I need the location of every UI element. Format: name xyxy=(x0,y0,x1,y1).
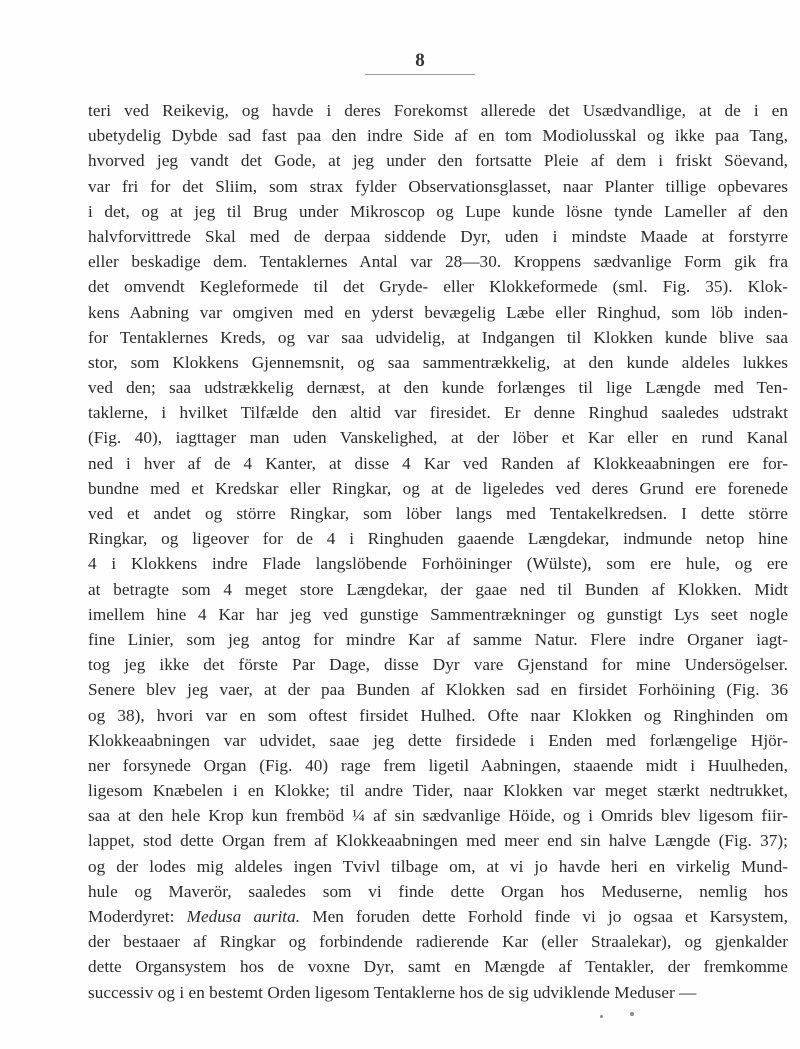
text-line: Klokkeaabningen var udvidet, saae jeg dette firsidede i Enden med forlængelige Hjör- xyxy=(88,730,788,750)
text-line: successiv og i en bestemt Orden ligesom Tentaklerne hos de sig udviklende Meduser — xyxy=(88,982,697,1002)
text-line: ner forsynede Organ (Fig. 40) rage frem ligetil Aabningen, staaende midt i Huulheden, xyxy=(88,755,788,775)
species-name: Medusa aurita. xyxy=(186,907,301,926)
text-line: 4 i Klokkens indre Flade langslöbende Forhöininger (Wülste), som ere hule, og ere xyxy=(88,554,788,574)
text-line: imellem hine 4 Kar har jeg ved gunstige Sammentrækninger og gunstigt Lys seet nogle xyxy=(88,604,788,624)
text-line: for Tentaklernes Kreds, og var saa udvidelig, at Indgangen til Klokken kunde blive saa xyxy=(88,327,788,347)
text-line: halvforvittrede Skal med de derpaa siddende Dyr, uden i mindste Maade at forstyrre xyxy=(88,226,788,246)
text-line: taklerne, i hvilket Tilfælde den altid var firesidet. Er denne Ringhud saaledes udstrakt xyxy=(88,403,788,423)
text-line: Moderdyret: Medusa aurita. Men foruden dette Forhold finde vi jo ogsaa et Karsystem, xyxy=(88,907,788,926)
header-rule xyxy=(365,74,475,75)
text-line: lappet, stod dette Organ frem af Klokkeaabningen med meer end sin halve Længde (Fig. 37); xyxy=(88,831,788,851)
text-line: ved et andet og större Ringkar, som löber langs med Tentakelkredsen. I dette större xyxy=(88,504,788,523)
text-line: hule og Maverör, saaledes som vi finde dette Organ hos Meduserne, nemlig hos xyxy=(88,881,788,901)
text-line: tog jeg ikke det förste Par Dage, disse Dyr vare Gjenstand for mine Undersögelser. xyxy=(88,655,788,675)
text-line: dette Organsystem hos de voxne Dyr, samt en Mængde af Tentakler, der fremkomme xyxy=(88,957,788,977)
text-line: i det, og at jeg til Brug under Mikroscop og Lupe kunde lösne tynde Lameller af den xyxy=(88,201,788,221)
text-line: var fri for det Sliim, som strax fylder Observationsglasset, naar Planter tillige opbevares xyxy=(88,176,788,196)
text-line: saa at den hele Krop kun fremböd ¼ af sin sædvanlige Höide, og i Omrids blev ligesom fiir- xyxy=(88,806,788,826)
text-line: stor, som Klokkens Gjennemsnit, og saa sammentrækkelig, at den kunde aldeles lukkes xyxy=(88,352,788,372)
text-line: (Fig. 40), iagttager man uden Vanskelighed, at der löber et Kar eller en rund Kanal xyxy=(88,428,788,448)
ink-speck xyxy=(630,1012,634,1016)
text-line: det omvendt Kegleformede til det Gryde- eller Klokkeformede (sml. Fig. 35). Klok- xyxy=(88,277,788,297)
text-line: fine Linier, som jeg antog for mindre Kar af samme Natur. Flere indre Organer iagt- xyxy=(88,629,788,649)
ink-speck xyxy=(600,1015,603,1018)
text-line: at betragte som 4 meget store Længdekar, der gaae ned til Bunden af Klokken. Midt xyxy=(88,579,788,599)
text-line: ned i hver af de 4 Kanter, at disse 4 Kar ved Randen af Klokkeaabningen ere for- xyxy=(88,453,788,473)
text-line: og 38), hvori var en som oftest firsidet Hulhed. Ofte naar Klokken og Ringhinden om xyxy=(88,705,788,725)
body-text xyxy=(88,98,788,1005)
text-line: hvorved jeg vandt det Gode, at jeg under den fortsatte Pleie af dem i friskt Söevand, xyxy=(88,151,788,171)
text-line: der bestaaer af Ringkar og forbindende radierende Kar (eller Straalekar), og gjenkalder xyxy=(88,932,788,952)
text-line: teri ved Reikevig, og havde i deres Forekomst allerede det Usædvandlige, at de i en xyxy=(88,101,788,120)
text-line: ved den; saa udstrækkelig dernæst, at den kunde forlænges til lige Længde med Ten- xyxy=(88,378,788,398)
page-number: 8 xyxy=(415,50,425,71)
text-line: ligesom Knæbelen i en Klokke; til andre Tider, naar Klokken var meget stærkt nedtrukket, xyxy=(88,781,788,801)
text-line: Senere blev jeg vaer, at der paa Bunden af Klokken sad en firsidet Forhöining (Fig. 36 xyxy=(88,680,788,700)
text-line: kens Aabning var omgiven med en yderst bevægelig Læbe eller Ringhud, som löb inden- xyxy=(88,302,788,322)
text-line: Ringkar, og ligeover for de 4 i Ringhuden gaaende Længdekar, indmunde netop hine xyxy=(88,529,788,549)
text-line: ubetydelig Dybde sad fast paa den indre Side af en tom Modiolusskal og ikke paa Tang, xyxy=(88,126,788,146)
text-line: eller beskadige dem. Tentaklernes Antal var 28—30. Kroppens sædvanlige Form gik fra xyxy=(88,252,788,272)
text-line: bundne med et Kredskar eller Ringkar, og at de ligeledes ved deres Grund ere forenede xyxy=(88,478,788,498)
text-line: og der lodes mig aldeles ingen Tvivl tilbage om, at vi jo havde heri en virkelig Mund- xyxy=(88,856,788,876)
